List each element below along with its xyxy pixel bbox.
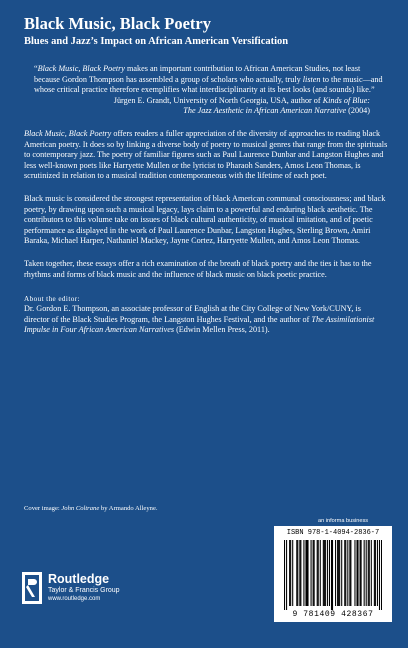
about-editor-heading: About the editor: <box>24 295 80 304</box>
book-subtitle: Blues and Jazz’s Impact on African American Versification <box>24 36 289 47</box>
routledge-logo-icon <box>22 572 42 604</box>
description-paragraph-3: Taken together, these essays offer a rich examination of the breath of black poetry and the ties it has to the rhythms and forms of black music and the influence of black music on black poetic practice. <box>24 258 372 279</box>
cover-image-credit: Cover image: John Coltrane by Armando Alleyne. <box>24 505 158 512</box>
review-blurb <box>24 64 388 117</box>
publisher-text <box>48 572 120 604</box>
publisher-group: Taylor & Francis Group <box>48 587 120 594</box>
publisher-logo-block <box>22 572 120 604</box>
informa-business-label: an informa business <box>318 518 369 524</box>
barcode-digits: 9 781409 428367 <box>292 610 374 619</box>
isbn-barcode <box>274 526 392 622</box>
book-title: Black Music, Black Poetry <box>24 14 211 33</box>
barcode-icon <box>284 540 382 610</box>
review-attribution: Jürgen E. Grandt, University of North Georgia, USA, author of Kinds of Blue: The Jazz Aesthetic in African American Narrative (2004) <box>113 95 370 116</box>
about-editor-text: Dr. Gordon E. Thompson, an associate professor of English at the City College of New York/CUNY, is director of the Black Studies Program, the Langston Hughes Festival, and the author of The Assimilationist Impulse in Four African American Narratives (Edwin Mellen Press, 2011). <box>24 304 375 335</box>
publisher-url[interactable]: www.routledge.com <box>48 596 101 602</box>
publisher-name: Routledge <box>48 572 110 586</box>
review-quote: “Black Music, Black Poetry makes an important contribution to African American Studies, not least because Gordon Thompson has assembled a group of scholars who actually, truly listen to the music—and whose critical practice therefore exemplifies what interdisciplinarity at its best looks (and sounds) like.” <box>34 64 383 95</box>
isbn-number: ISBN 978-1-4094-2836-7 <box>286 529 380 537</box>
description-paragraph-2: Black music is considered the strongest representation of black American communal consciousness; and black poetry, by drawing upon such a musical legacy, lays claim to a powerful and enduring black aesthetic. The contributors to this volume take on issues of black cultural authenticity, of musical imitation, and of poetic performance as displayed in the work of Paul Laurence Dunbar, Langston Hughes, Sterling Brown, Amiri Baraka, Michael Harper, Nathaniel Mackey, Jayne Cortez, Harryette Mullen, and Amos Leon Thomas. <box>24 193 386 246</box>
description-paragraph-1: Black Music, Black Poetry offers readers a fuller appreciation of the diversity of approaches to reading black American poetry. It does so by linking a diverse body of poetry to musical genres that range from the spirituals to contemporary jazz. The poetry of familiar figures such as Paul Laurence Dunbar and Langston Hughes and less well-known poets like Harryette Mullen or the lyricist to Pharaoh Sanders, Amos Leon Thomas, is scrutinized in relation to a musical tradition contemporaneous with the lifetime of each poet. <box>24 128 388 181</box>
